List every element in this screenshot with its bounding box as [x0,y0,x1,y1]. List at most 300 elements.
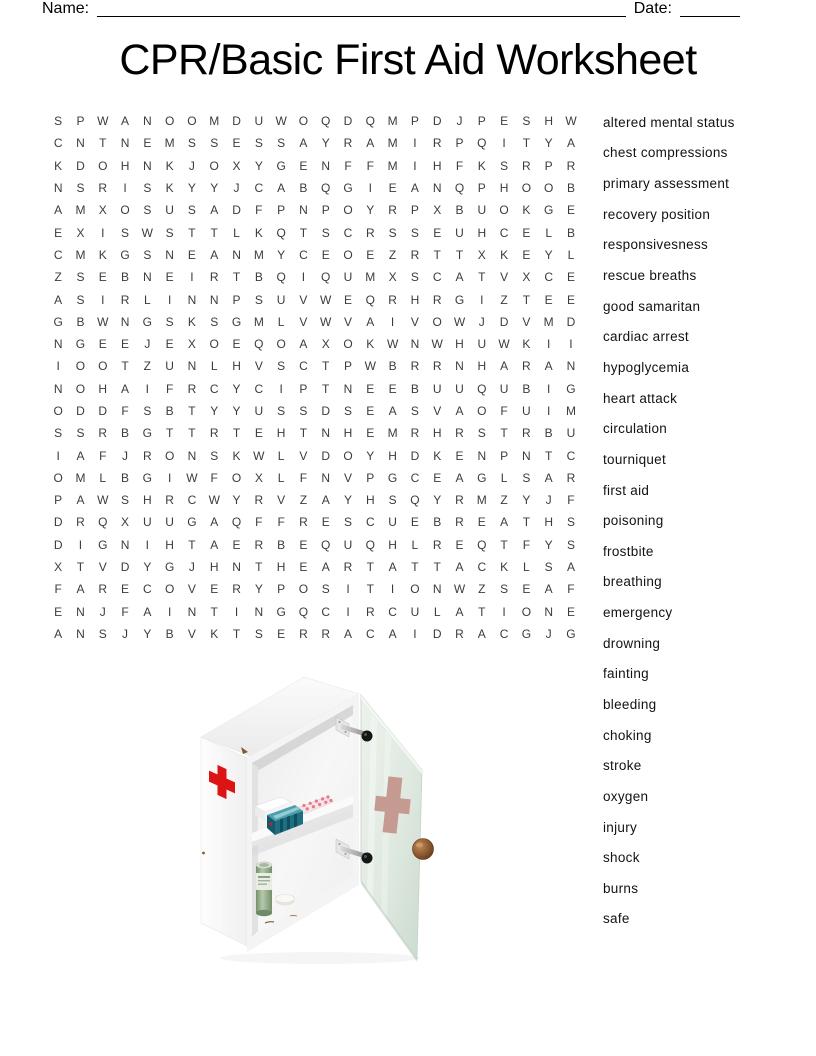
grid-letter: A [121,114,130,129]
grid-letter: V [187,582,196,597]
word-list-item: stroke [603,758,642,774]
grid-letter: P [477,181,486,196]
grid-letter: C [499,626,509,641]
grid-letter: T [299,225,308,240]
grid-letter: T [522,515,531,530]
grid-letter: R [432,537,442,552]
grid-letter: B [165,404,174,418]
grid-letter: W [186,470,198,485]
grid-letter: N [232,560,241,575]
grid-letter: E [566,270,575,285]
grid-letter: H [544,114,554,129]
grid-letter: H [477,359,487,374]
grid-letter: T [322,359,330,374]
grid-letter: G [164,560,175,575]
grid-letter: Z [500,493,508,508]
grid-letter: F [99,448,107,463]
grid-letter: J [122,448,129,463]
grid-letter: O [164,582,175,597]
grid-letter: U [165,203,174,218]
grid-letter: A [54,626,63,641]
grid-letter: H [544,515,554,530]
grid-letter: S [277,404,286,418]
grid-letter: U [254,114,264,129]
word-list-item: altered mental status [603,114,735,130]
grid-letter: I [167,604,172,619]
grid-letter: S [187,136,196,151]
grid-letter: D [232,203,241,218]
grid-letter: B [165,626,174,641]
grid-letter: E [321,515,330,530]
grid-letter: E [500,114,509,129]
grid-letter: N [187,292,197,307]
grid-letter: S [187,203,196,218]
grid-letter: M [387,136,398,151]
grid-letter: S [54,114,63,129]
grid-letter: A [143,604,152,619]
grid-letter: N [143,270,152,285]
grid-letter: P [500,448,509,463]
grid-letter: U [455,225,464,240]
grid-letter: B [544,426,553,441]
grid-letter: T [255,560,263,575]
grid-letter: A [388,404,397,418]
grid-letter: G [120,247,130,262]
grid-letter: E [366,426,375,441]
grid-letter: N [165,247,174,262]
grid-letter: F [255,515,263,530]
grid-letter: K [500,560,509,575]
grid-letter: T [165,426,174,441]
grid-letter: N [209,292,219,307]
grid-letter: U [254,404,264,418]
grid-letter: S [254,292,263,307]
grid-letter: I [145,381,149,396]
grid-letter: C [566,448,576,463]
grid-letter: G [276,158,286,173]
grid-letter: U [477,203,487,218]
grid-letter: U [410,604,420,619]
grid-letter: J [545,626,552,641]
grid-letter: G [142,314,152,329]
grid-letter: I [190,270,194,285]
grid-letter: B [299,181,308,196]
grid-letter: N [143,114,152,129]
grid-letter: S [143,181,152,196]
grid-letter: O [432,314,442,329]
grid-letter: G [477,470,487,485]
grid-letter: Y [544,537,553,552]
grid-letter: I [123,181,127,196]
grid-letter: V [98,560,107,575]
grid-letter: C [365,515,375,530]
grid-letter: Y [522,493,531,508]
grid-letter: X [321,337,330,352]
grid-letter: S [165,314,174,329]
grid-letter: I [145,537,149,552]
grid-letter: Q [98,515,108,530]
grid-letter: O [164,448,175,463]
grid-letter: I [346,582,350,597]
grid-letter: W [320,314,332,329]
grid-letter: Q [477,136,487,151]
grid-letter: U [455,381,464,396]
word-list-item: burns [603,880,639,896]
grid-letter: A [455,604,464,619]
grid-letter: W [431,337,443,352]
grid-letter: I [502,604,506,619]
grid-letter: P [232,292,241,307]
grid-letter: B [433,515,442,530]
grid-letter: E [566,203,575,218]
grid-letter: R [98,426,108,441]
grid-letter: P [299,381,308,396]
grid-letter: H [499,181,509,196]
grid-letter: X [54,560,63,575]
grid-letter: T [299,426,308,441]
word-list-item: frostbite [603,543,654,559]
grid-letter: G [231,314,242,329]
grid-letter: O [544,181,554,196]
grid-letter: K [522,203,531,218]
grid-letter: O [187,114,197,129]
grid-letter: E [366,404,375,418]
grid-letter: K [522,337,531,352]
grid-letter: C [143,582,152,597]
grid-letter: U [566,426,576,441]
white-jar [276,895,295,906]
grid-letter: G [343,181,353,196]
grid-letter: Y [143,626,152,641]
grid-letter: D [232,114,241,129]
grid-letter: Q [231,515,242,530]
grid-letter: Q [298,604,309,619]
grid-letter: A [366,314,375,329]
grid-letter: Y [232,404,241,418]
grid-letter: J [144,337,151,352]
grid-letter: X [477,247,486,262]
grid-letter: M [209,114,220,129]
grid-letter: C [187,493,197,508]
grid-letter: Y [143,560,152,575]
grid-letter: B [388,359,397,374]
grid-letter: T [121,359,129,374]
grid-letter: G [98,537,108,552]
grid-letter: V [344,470,353,485]
grid-letter: M [253,247,264,262]
grid-letter: M [565,404,576,418]
grid-letter: I [56,359,60,374]
word-list-item: recovery position [603,206,711,222]
grid-letter: R [522,426,531,441]
grid-letter: S [277,136,286,151]
grid-letter: M [387,158,398,173]
grid-letter: R [455,426,464,441]
grid-letter: O [298,582,309,597]
grid-letter: C [477,560,487,575]
grid-letter: A [455,404,464,418]
grid-letter: B [121,270,130,285]
grid-letter: T [188,404,196,418]
grid-letter: V [187,626,196,641]
grid-letter: Y [210,404,219,418]
grid-letter: Q [321,181,331,196]
grid-letter: V [344,314,353,329]
grid-letter: I [346,604,350,619]
grid-letter: N [299,203,308,218]
grid-letter: W [565,114,577,129]
grid-letter: B [410,381,419,396]
grid-letter: W [364,359,376,374]
grid-letter: S [121,225,130,240]
word-list-item: primary assessment [603,176,730,192]
grid-letter: U [165,515,174,530]
grid-letter: H [432,158,442,173]
grid-letter: N [432,582,442,597]
grid-letter: K [54,158,63,173]
grid-letter: W [97,493,109,508]
grid-letter: B [76,314,85,329]
word-list-item: fainting [603,666,649,682]
grid-letter: N [321,470,331,485]
grid-letter: O [98,158,108,173]
grid-letter: F [121,604,129,619]
grid-letter: O [164,114,175,129]
grid-letter: E [54,604,63,619]
grid-letter: T [433,247,441,262]
grid-letter: U [165,359,174,374]
grid-letter: B [522,381,531,396]
grid-letter: Y [544,136,553,151]
grid-letter: F [366,158,374,173]
grid-letter: S [254,626,263,641]
grid-letter: S [210,136,219,151]
grid-letter: N [76,604,85,619]
grid-letter: L [277,314,285,329]
grid-letter: A [344,626,353,641]
grid-letter: R [432,136,442,151]
grid-letter: N [120,136,130,151]
word-list [603,107,735,934]
date-blank-line [680,1,740,17]
grid-letter: G [544,203,554,218]
grid-letter: N [254,604,264,619]
grid-letter: E [388,181,397,196]
grid-letter: P [277,582,286,597]
word-list-item: circulation [603,421,668,437]
grid-letter: D [499,314,509,329]
grid-letter: X [232,158,241,173]
grid-letter: N [120,314,130,329]
grid-letter: T [210,604,218,619]
grid-letter: E [522,247,531,262]
grid-letter: I [547,381,551,396]
grid-letter: H [276,426,286,441]
grid-letter: M [75,470,86,485]
word-list-item: heart attack [603,390,678,406]
grid-letter: Q [276,225,286,240]
grid-letter: P [277,203,286,218]
grid-letter: T [210,225,218,240]
grid-letter: P [410,114,419,129]
grid-letter: G [454,292,465,307]
grid-letter: U [432,381,442,396]
grid-letter: Z [54,270,62,285]
grid-letter: W [453,314,466,329]
grid-letter: A [566,136,575,151]
grid-letter: S [522,114,531,129]
grid-letter: R [522,359,531,374]
grid-letter: S [566,537,575,552]
grid-letter: R [455,626,464,641]
grid-letter: N [410,337,420,352]
grid-letter: S [76,426,85,441]
grid-letter: F [344,158,352,173]
grid-letter: Q [276,270,286,285]
grid-letter: U [343,270,353,285]
grid-letter: A [544,470,553,485]
grid-letter: I [78,537,83,552]
grid-letter: E [165,270,174,285]
word-list-item: cardiac arrest [603,329,689,345]
word-list-item: poisoning [603,513,664,529]
grid-letter: H [120,158,130,173]
grid-letter: W [386,337,399,352]
grid-letter: S [388,493,397,508]
grid-letter: A [210,537,219,552]
grid-letter: A [455,270,464,285]
grid-letter: N [76,626,85,641]
grid-letter: A [76,582,85,597]
grid-letter: Y [254,158,263,173]
grid-letter: A [500,515,509,530]
grid-letter: I [101,292,105,307]
grid-letter: P [410,203,419,218]
grid-letter: R [321,626,331,641]
grid-letter: C [53,136,63,151]
grid-letter: Y [254,582,263,597]
grid-letter: E [388,381,397,396]
grid-letter: P [321,203,330,218]
grid-letter: D [432,114,442,129]
grid-letter: K [477,158,486,173]
grid-letter: Z [500,292,508,307]
grid-letter: M [75,247,86,262]
grid-letter: S [76,270,85,285]
grid-letter: J [99,604,106,619]
grid-letter: I [279,381,283,396]
word-list-item: tourniquet [603,451,667,467]
grid-letter: K [232,448,241,463]
grid-letter: R [187,381,197,396]
grid-letter: H [343,426,353,441]
grid-letter: T [99,136,107,151]
grid-letter: U [477,337,487,352]
grid-letter: R [76,515,85,530]
grid-letter: Y [277,247,286,262]
grid-letter: R [522,158,531,173]
grid-letter: F [455,158,464,173]
grid-letter: S [121,493,130,508]
grid-letter: E [455,537,464,552]
grid-letter: J [478,314,485,329]
grid-letter: H [232,359,241,374]
grid-letter: E [299,158,308,173]
grid-letter: A [477,626,486,641]
grid-letter: M [164,136,175,151]
grid-letter: U [143,515,152,530]
grid-letter: S [477,426,486,441]
grid-letter: F [210,470,218,485]
grid-letter: R [410,426,420,441]
grid-letter: O [120,203,130,218]
grid-letter: C [209,381,219,396]
worksheet-header [42,0,740,18]
grid-letter: R [143,448,152,463]
grid-letter: G [566,626,576,641]
grid-letter: O [343,247,353,262]
grid-letter: N [53,337,63,352]
grid-letter: T [232,426,241,441]
grid-letter: D [53,515,63,530]
grid-letter: T [478,604,486,619]
grid-letter: T [500,537,508,552]
grid-letter: C [388,604,397,619]
grid-letter: O [521,181,532,196]
grid-letter: D [566,314,576,329]
grid-letter: E [410,515,419,530]
grid-letter: S [410,225,419,240]
date-label: Date: [633,0,672,17]
word-list-item: breathing [603,574,662,590]
grid-letter: E [366,247,375,262]
grid-letter: C [53,247,63,262]
grid-letter: D [120,560,130,575]
grid-letter: V [277,493,286,508]
grid-letter: B [566,181,575,196]
grid-letter: U [343,537,353,552]
grid-letter: Y [366,448,375,463]
grid-letter: K [433,448,442,463]
grid-letter: C [254,381,264,396]
grid-letter: H [209,560,219,575]
grid-letter: W [141,225,153,240]
grid-letter: J [188,158,195,173]
grid-letter: E [143,136,152,151]
grid-letter: E [299,560,308,575]
grid-letter: R [209,426,219,441]
grid-letter: A [321,493,330,508]
grid-letter: C [432,270,442,285]
name-label: Name: [42,0,90,17]
grid-letter: S [410,404,419,418]
grid-letter: C [299,359,308,374]
grid-letter: A [54,203,63,218]
grid-letter: E [54,225,63,240]
grid-letter: W [453,582,466,597]
grid-letter: O [343,337,353,352]
grid-letter: S [344,515,353,530]
grid-letter: E [165,337,174,352]
grid-letter: V [299,314,308,329]
grid-letter: B [121,470,130,485]
grid-letter: E [522,582,531,597]
grid-letter: L [143,292,151,307]
grid-letter: E [254,426,263,441]
grid-letter: R [254,493,264,508]
grid-letter: Q [365,292,375,307]
grid-letter: P [455,136,464,151]
